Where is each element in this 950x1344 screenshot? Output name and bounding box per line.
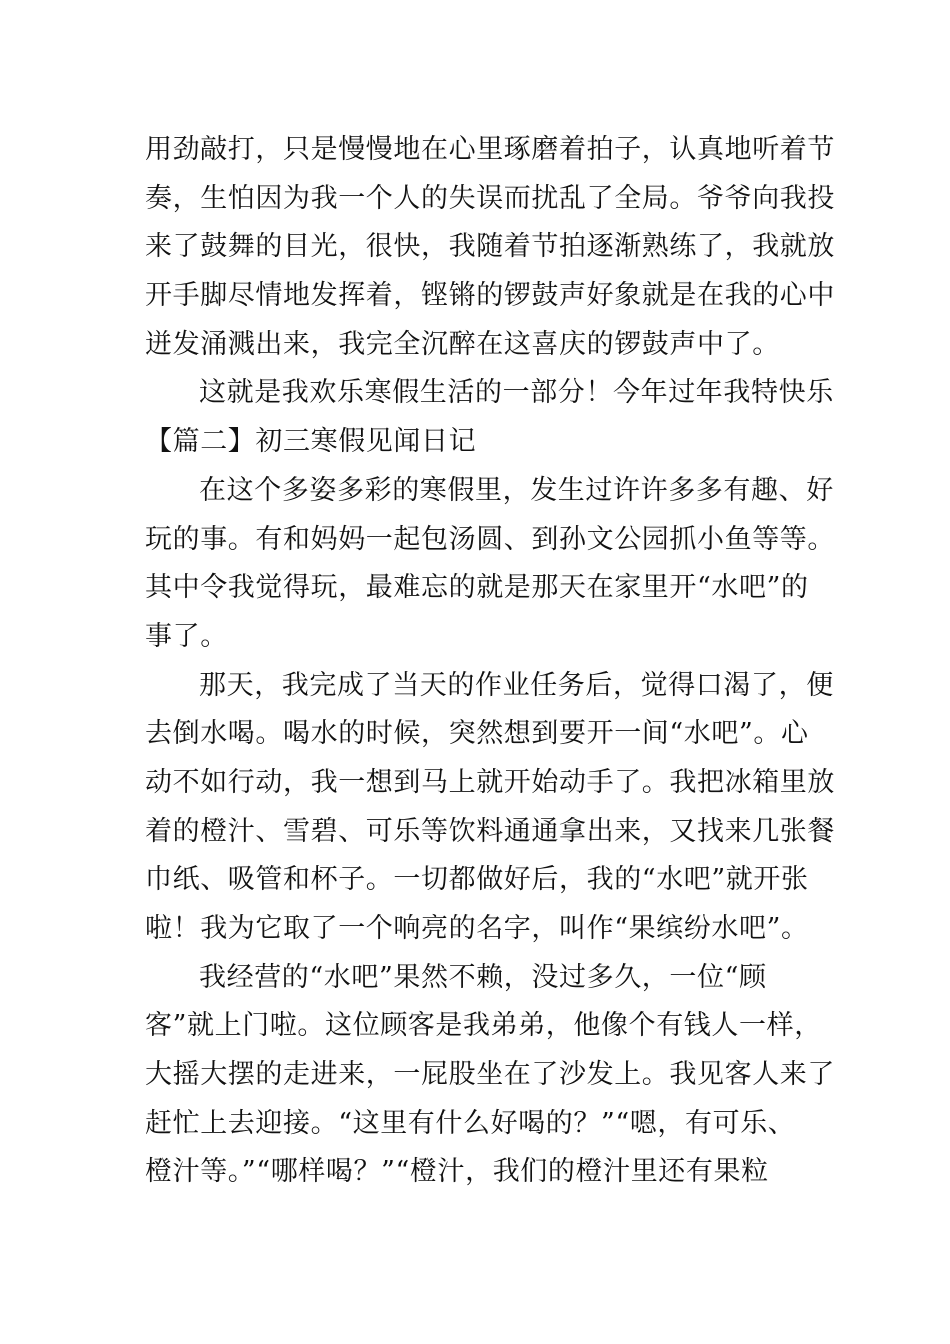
text-line: 橙汁等。”“哪样喝？”“橙汁，我们的橙汁里还有果粒: [145, 1156, 769, 1188]
text-line: 去倒水喝。喝水的时候，突然想到要开一间“水吧”。心: [145, 718, 809, 750]
paragraph-first-line: 这就是我欢乐寒假生活的一部分！今年过年我特快乐: [199, 377, 834, 409]
text-line: 客”就上门啦。这位顾客是我弟弟，他像个有钱人一样，: [145, 1010, 822, 1042]
text-line: 着的橙汁、雪碧、可乐等饮料通通拿出来，又找来几张餐: [145, 815, 835, 847]
text-line: 用劲敲打，只是慢慢地在心里琢磨着拍子，认真地听着节: [145, 134, 835, 165]
text-line: 赶忙上去迎接。“这里有什么好喝的？”“嗯，有可乐、: [145, 1107, 796, 1139]
paragraph-first-line: 我经营的“水吧”果然不赖，没过多久，一位“顾: [199, 961, 767, 993]
text-line: 开手脚尽情地发挥着，铿锵的锣鼓声好象就是在我的心中: [145, 280, 835, 312]
text-line: 啦！我为它取了一个响亮的名字，叫作“果缤纷水吧”。: [145, 913, 809, 944]
text-line: 其中令我觉得玩，最难忘的就是那天在家里开“水吧”的: [145, 572, 809, 604]
text-line: 巾纸、吸管和杯子。一切都做好后，我的“水吧”就开张: [145, 864, 809, 896]
section-heading: 【篇二】初三寒假见闻日记: [145, 426, 477, 458]
text-line: 玩的事。有和妈妈一起包汤圆、到孙文公园抓小鱼等等。: [145, 523, 835, 555]
text-line: 奏，生怕因为我一个人的失误而扰乱了全局。爷爷向我投: [145, 182, 835, 214]
text-line: 动不如行动，我一想到马上就开始动手了。我把冰箱里放: [145, 766, 835, 798]
document-body: [145, 126, 835, 1197]
text-line: 迸发涌溅出来，我完全沉醉在这喜庆的锣鼓声中了。: [145, 328, 780, 360]
text-line: 大摇大摆的走进来，一屁股坐在了沙发上。我见客人来了: [145, 1059, 835, 1091]
paragraph-first-line: 在这个多姿多彩的寒假里，发生过许许多多有趣、好: [199, 474, 834, 506]
paragraph-first-line: 那天，我完成了当天的作业任务后，觉得口渴了，便: [199, 669, 834, 701]
text-line: 来了鼓舞的目光，很快，我随着节拍逐渐熟练了，我就放: [145, 231, 835, 263]
text-line: 事了。: [145, 620, 228, 652]
